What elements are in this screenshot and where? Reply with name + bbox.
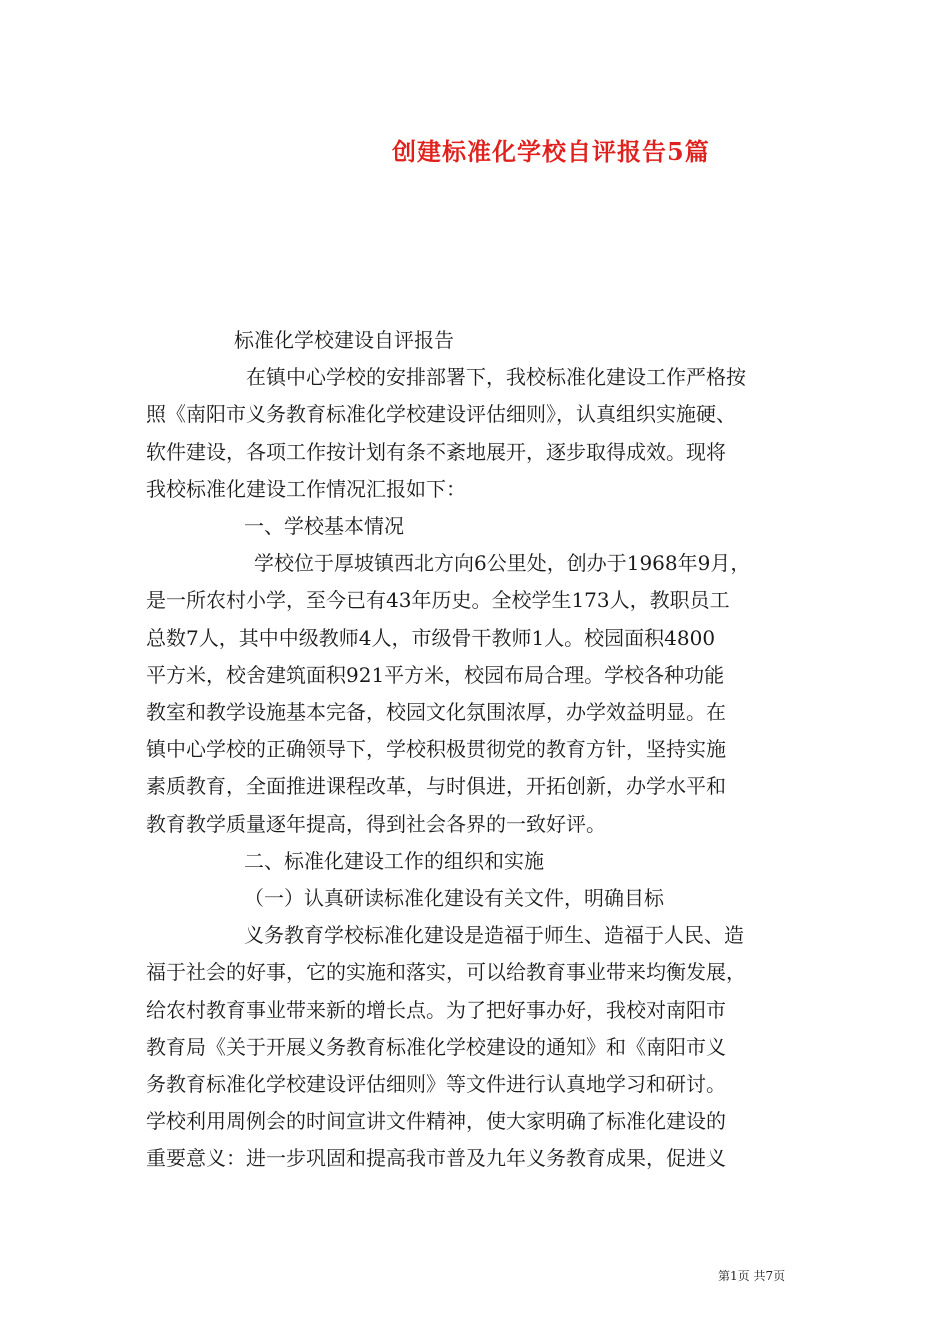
- section-subtitle: 标准化学校建设自评报告: [234, 328, 454, 352]
- paragraph-line: 教育教学质量逐年提高，得到社会各界的一致好评。: [146, 811, 606, 836]
- paragraph-line: 重要意义：进一步巩固和提高我市普及九年义务教育成果，促进义: [146, 1146, 726, 1171]
- section-heading: 二、标准化建设工作的组织和实施: [244, 848, 544, 873]
- paragraph-line: 义务教育学校标准化建设是造福于师生、造福于人民、造: [244, 923, 744, 948]
- paragraph-line: 学校利用周例会的时间宣讲文件精神，使大家明确了标准化建设的: [146, 1109, 726, 1134]
- paragraph-line: 教育局《关于开展义务教育标准化学校建设的通知》和《南阳市义: [146, 1034, 726, 1059]
- paragraph-line: 镇中心学校的正确领导下，学校积极贯彻党的教育方针，坚持实施: [146, 737, 726, 762]
- paragraph-line: 教室和教学设施基本完备，校园文化氛围浓厚，办学效益明显。在: [146, 700, 726, 725]
- document-body: [146, 322, 806, 1178]
- paragraph-line: 我校标准化建设工作情况汇报如下：: [146, 476, 466, 501]
- paragraph-line: 软件建设，各项工作按计划有条不紊地展开，逐步取得成效。现将: [146, 439, 726, 464]
- paragraph-line: 在镇中心学校的安排部署下，我校标准化建设工作严格按: [246, 365, 746, 390]
- paragraph-line: 学校位于厚坡镇西北方向6公里处，创办于1968年9月，: [254, 551, 751, 576]
- paragraph-line: 总数7人，其中中级教师4人，市级骨干教师1人。校园面积4800: [146, 625, 716, 650]
- paragraph-line: 福于社会的好事，它的实施和落实，可以给教育事业带来均衡发展，: [146, 960, 746, 985]
- paragraph-line: 是一所农村小学，至今已有43年历史。全校学生173人，教职员工: [146, 588, 730, 613]
- paragraph-line: 照《南阳市义务教育标准化学校建设评估细则》，认真组织实施硬、: [146, 402, 736, 427]
- subsection-heading: （一）认真研读标准化建设有关文件，明确目标: [244, 886, 664, 911]
- paragraph-line: 素质教育，全面推进课程改革，与时俱进，开拓创新，办学水平和: [146, 774, 726, 799]
- page-footer: 第1页 共7页: [718, 1269, 786, 1283]
- document-title: 创建标准化学校自评报告5篇: [392, 137, 710, 166]
- paragraph-line: 务教育标准化学校建设评估细则》等文件进行认真地学习和研讨。: [146, 1072, 726, 1097]
- section-heading: 一、学校基本情况: [244, 514, 404, 539]
- paragraph-line: 给农村教育事业带来新的增长点。为了把好事办好，我校对南阳市: [146, 997, 726, 1022]
- paragraph-line: 平方米，校舍建筑面积921平方米，校园布局合理。学校各种功能: [146, 662, 725, 687]
